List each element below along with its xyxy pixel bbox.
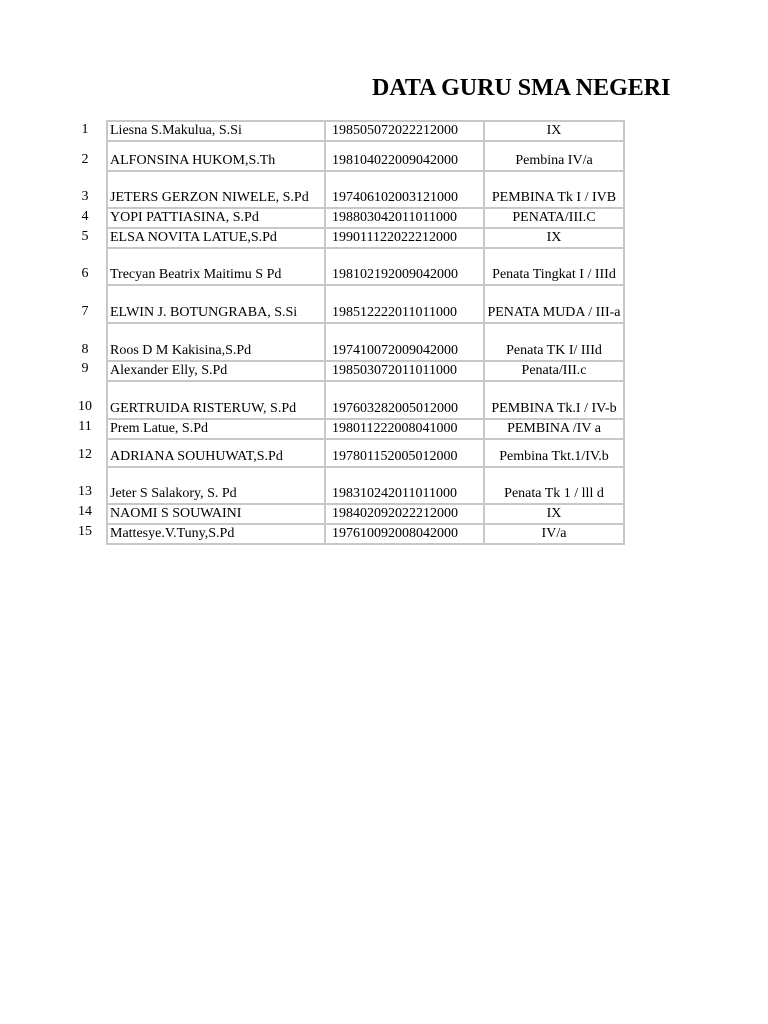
table-row (107, 121, 624, 141)
cell-name: Trecyan Beatrix Maitimu S Pd (107, 248, 325, 285)
cell-name: NAOMI S SOUWAINI (107, 504, 325, 524)
cell-name: Liesna S.Makulua, S.Si (107, 121, 325, 141)
cell-pangkat: PEMBINA Tk.I / IV-b (484, 381, 624, 419)
cell-name: Jeter S Salakory, S. Pd (107, 467, 325, 504)
row-number: 8 (81, 342, 89, 357)
teacher-table (106, 120, 625, 545)
table-row (107, 439, 624, 467)
cell-name: GERTRUIDA RISTERUW, S.Pd (107, 381, 325, 419)
cell-pangkat: Penata TK I/ IIId (484, 323, 624, 361)
row-number: 7 (81, 304, 89, 319)
cell-nip: 197406102003121000 (325, 171, 484, 208)
cell-name: ALFONSINA HUKOM,S.Th (107, 141, 325, 171)
row-number: 2 (81, 152, 89, 167)
page-title-clip (0, 72, 671, 104)
cell-nip: 198402092022212000 (325, 504, 484, 524)
row-number: 11 (78, 419, 92, 434)
table-row (107, 504, 624, 524)
row-number: 6 (81, 266, 89, 281)
page-title: DATA GURU SMA NEGERI (372, 75, 671, 101)
table-row (107, 248, 624, 285)
cell-nip: 198104022009042000 (325, 141, 484, 171)
cell-pangkat: Penata Tingkat I / IIId (484, 248, 624, 285)
cell-pangkat: Penata/III.c (484, 361, 624, 381)
table-row (107, 171, 624, 208)
table-row (107, 361, 624, 381)
table-row (107, 524, 624, 544)
cell-name: ELSA NOVITA LATUE,S.Pd (107, 228, 325, 248)
row-number: 9 (81, 361, 89, 376)
table-row (107, 381, 624, 419)
cell-name: YOPI PATTIASINA, S.Pd (107, 208, 325, 228)
table-row (107, 467, 624, 504)
row-number: 15 (78, 524, 92, 539)
cell-nip: 198505072022212000 (325, 121, 484, 141)
cell-name: Prem Latue, S.Pd (107, 419, 325, 439)
row-number: 5 (81, 229, 89, 244)
cell-nip: 198503072011011000 (325, 361, 484, 381)
table-row (107, 323, 624, 361)
cell-nip: 198803042011011000 (325, 208, 484, 228)
row-number: 3 (81, 189, 89, 204)
table-row (107, 141, 624, 171)
table-row (107, 228, 624, 248)
cell-nip: 198102192009042000 (325, 248, 484, 285)
cell-nip: 198310242011011000 (325, 467, 484, 504)
cell-pangkat: PENATA/III.C (484, 208, 624, 228)
table-row (107, 419, 624, 439)
cell-name: Mattesye.V.Tuny,S.Pd (107, 524, 325, 544)
cell-pangkat: Pembina IV/a (484, 141, 624, 171)
row-number: 13 (78, 484, 92, 499)
cell-name: Roos D M Kakisina,S.Pd (107, 323, 325, 361)
cell-pangkat: PEMBINA /IV a (484, 419, 624, 439)
cell-pangkat: Pembina Tkt.1/IV.b (484, 439, 624, 467)
cell-pangkat: IX (484, 228, 624, 248)
row-number: 14 (78, 504, 92, 519)
table-row (107, 285, 624, 323)
row-number: 1 (81, 122, 89, 137)
cell-pangkat: PENATA MUDA / III-a (484, 285, 624, 323)
cell-nip: 197801152005012000 (325, 439, 484, 467)
cell-nip: 197603282005012000 (325, 381, 484, 419)
cell-pangkat: IX (484, 121, 624, 141)
cell-name: ADRIANA SOUHUWAT,S.Pd (107, 439, 325, 467)
cell-name: Alexander Elly, S.Pd (107, 361, 325, 381)
row-number: 10 (78, 399, 92, 414)
cell-pangkat: IX (484, 504, 624, 524)
table-row (107, 208, 624, 228)
cell-name: ELWIN J. BOTUNGRABA, S.Si (107, 285, 325, 323)
cell-pangkat: PEMBINA Tk I / IVB (484, 171, 624, 208)
cell-name: JETERS GERZON NIWELE, S.Pd (107, 171, 325, 208)
cell-nip: 197610092008042000 (325, 524, 484, 544)
row-number: 12 (78, 447, 92, 462)
cell-nip: 199011122022212000 (325, 228, 484, 248)
cell-nip: 198512222011011000 (325, 285, 484, 323)
cell-pangkat: Penata Tk 1 / lll d (484, 467, 624, 504)
row-number: 4 (81, 209, 89, 224)
cell-pangkat: IV/a (484, 524, 624, 544)
cell-nip: 197410072009042000 (325, 323, 484, 361)
cell-nip: 198011222008041000 (325, 419, 484, 439)
